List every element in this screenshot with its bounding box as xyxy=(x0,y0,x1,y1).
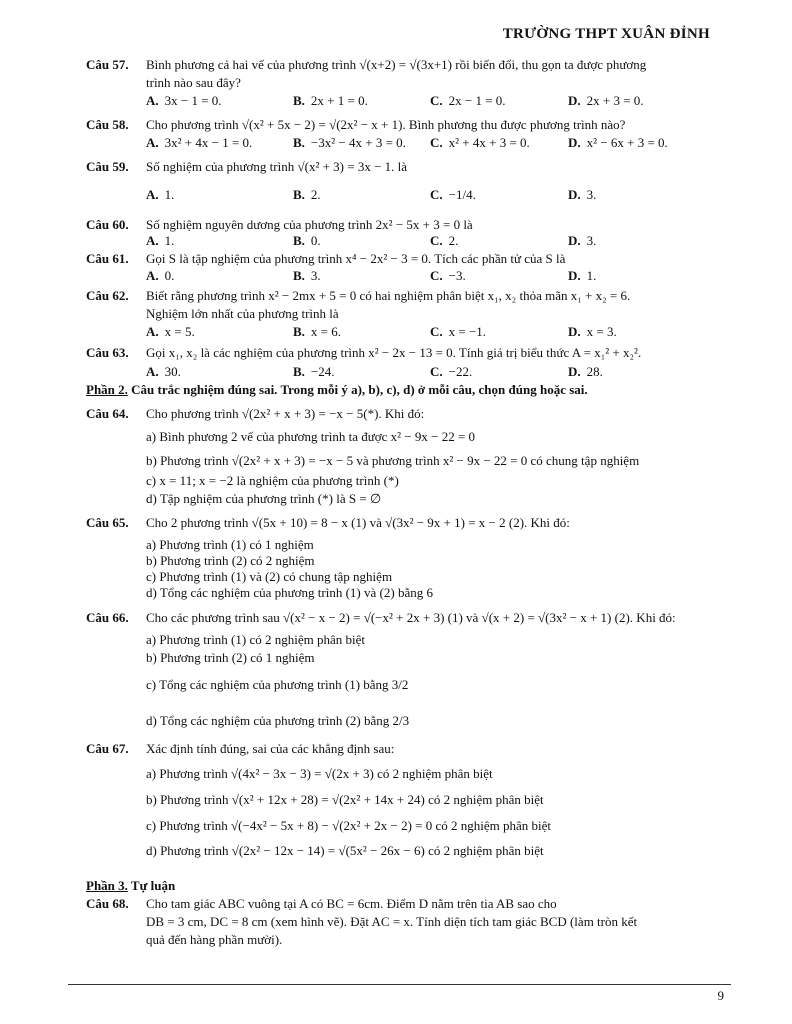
question-59 xyxy=(86,158,726,175)
question-66 xyxy=(86,609,726,626)
question-label: Câu 64. xyxy=(86,406,129,421)
option-b: B. 2x + 1 = 0. xyxy=(293,93,368,108)
question-63 xyxy=(86,344,726,361)
question-text: Cho phương trình √(2x² + x + 3) = −x − 5(*). Khi đó: xyxy=(146,406,425,421)
option-c: C. −3. xyxy=(430,268,466,283)
option-b: B. 3. xyxy=(293,268,321,283)
question-label: Câu 68. xyxy=(86,896,129,911)
question-text: Biết rằng phương trình x² − 2mx + 5 = 0 có hai nghiệm phân biệt x₁, x₂ thỏa mãn x₁ + x₂ = 6. xyxy=(146,288,631,303)
statement-a: a) Phương trình (1) có 2 nghiệm phân biệt xyxy=(146,632,365,647)
question-label: Câu 61. xyxy=(86,251,129,266)
option-a: A. 1. xyxy=(146,187,175,202)
question-label: Câu 57. xyxy=(86,57,129,72)
statement-c: c) Phương trình (1) và (2) có chung tập nghiệm xyxy=(146,569,393,584)
statement-b: b) Phương trình (2) có 1 nghiệm xyxy=(146,650,315,665)
statement-d: d) Tổng các nghiệm của phương trình (2) bằng 2/3 xyxy=(146,713,410,728)
statement-c: c) x = 11; x = −2 là nghiệm của phương trình (*) xyxy=(146,473,399,488)
option-a: A. 3x² + 4x − 1 = 0. xyxy=(146,135,253,150)
school-header: TRƯỜNG THPT XUÂN ĐỈNH xyxy=(502,26,710,42)
question-text: Số nghiệm của phương trình √(x² + 3) = 3x − 1. là xyxy=(146,159,408,174)
statement-d: d) Phương trình √(2x² − 12x − 14) = √(5x² − 26x − 6) có 2 nghiệm phân biệt xyxy=(146,843,544,858)
option-d: D. 3. xyxy=(568,233,597,248)
option-d: D. 28. xyxy=(568,364,603,379)
question-label: Câu 67. xyxy=(86,741,129,756)
option-a: A. 1. xyxy=(146,233,175,248)
question-text: Cho tam giác ABC vuông tại A có BC = 6cm. Điểm D nằm trên tia AB sao cho xyxy=(146,896,557,911)
question-label: Câu 58. xyxy=(86,117,129,132)
statement-b: b) Phương trình √(2x² + x + 3) = −x − 5 và phương trình x² − 9x − 22 = 0 có chung tập nghiệm xyxy=(146,453,640,468)
option-d: D. 1. xyxy=(568,268,597,283)
question-65 xyxy=(86,514,726,531)
question-text-cont: trình nào sau đây? xyxy=(146,75,241,90)
option-b: B. −3x² − 4x + 3 = 0. xyxy=(293,135,406,150)
question-label: Câu 63. xyxy=(86,345,129,360)
question-label: Câu 65. xyxy=(86,515,129,530)
section-heading-part-3: Phần 3. Tự luận xyxy=(86,878,176,893)
statement-c: c) Phương trình √(−4x² − 5x + 8) − √(2x² + 2x − 2) = 0 có 2 nghiệm phân biệt xyxy=(146,818,552,833)
question-68 xyxy=(86,895,726,912)
page-number: 9 xyxy=(717,988,724,1003)
question-text-cont: Nghiệm lớn nhất của phương trình là xyxy=(146,306,339,321)
statement-a: a) Phương trình (1) có 1 nghiệm xyxy=(146,537,314,552)
question-57 xyxy=(86,56,726,73)
question-text: Gọi S là tập nghiệm của phương trình x⁴ − 2x² − 3 = 0. Tích các phần tử của S là xyxy=(146,251,566,266)
option-c: C. 2. xyxy=(430,233,459,248)
question-text: Xác định tính đúng, sai của các khẳng định sau: xyxy=(146,741,395,756)
question-text: Cho phương trình √(x² + 5x − 2) = √(2x² − x + 1). Bình phương thu được phương trình nào? xyxy=(146,117,626,132)
statement-b: b) Phương trình (2) có 2 nghiệm xyxy=(146,553,315,568)
question-text: Cho các phương trình sau √(x² − x − 2) = √(−x² + 2x + 3) (1) và √(x + 2) = √(3x² − x + 1) (2). Khi đó: xyxy=(146,610,676,625)
question-67 xyxy=(86,740,726,757)
footer-divider xyxy=(68,984,731,985)
statement-d: d) Tổng các nghiệm của phương trình (1) và (2) bằng 6 xyxy=(146,585,433,600)
question-text-cont: DB = 3 cm, DC = 8 cm (xem hình vẽ). Đặt AC = x. Tính diện tích tam giác BCD (làm tròn kết xyxy=(146,914,638,929)
option-c: C. −22. xyxy=(430,364,473,379)
option-a: A. 0. xyxy=(146,268,175,283)
option-c: C. −1/4. xyxy=(430,187,476,202)
question-label: Câu 66. xyxy=(86,610,129,625)
section-heading-part-2: Phần 2. Câu trắc nghiệm đúng sai. Trong mỗi ý a), b), c), d) ở mỗi câu, chọn đúng hoặc sai. xyxy=(86,382,588,397)
statement-a: a) Bình phương 2 vế của phương trình ta được x² − 9x − 22 = 0 xyxy=(146,429,476,444)
option-d: D. 2x + 3 = 0. xyxy=(568,93,644,108)
question-text: Cho 2 phương trình √(5x + 10) = 8 − x (1) và √(3x² − 9x + 1) = x − 2 (2). Khi đó: xyxy=(146,515,570,530)
question-60 xyxy=(86,216,726,233)
option-d: D. x² − 6x + 3 = 0. xyxy=(568,135,668,150)
question-58 xyxy=(86,116,726,133)
question-text: Số nghiệm nguyên dương của phương trình 2x² − 5x + 3 = 0 là xyxy=(146,217,473,232)
question-62 xyxy=(86,287,726,304)
question-61 xyxy=(86,250,726,267)
question-label: Câu 62. xyxy=(86,288,129,303)
option-a: A. x = 5. xyxy=(146,324,195,339)
option-c: C. 2x − 1 = 0. xyxy=(430,93,506,108)
option-b: B. −24. xyxy=(293,364,335,379)
question-text: Gọi x₁, x₂ là các nghiệm của phương trình x² − 2x − 13 = 0. Tính giá trị biểu thức A = x₁² + x₂². xyxy=(146,345,642,360)
option-b: B. x = 6. xyxy=(293,324,342,339)
statement-a: a) Phương trình √(4x² − 3x − 3) = √(2x + 3) có 2 nghiệm phân biệt xyxy=(146,766,493,781)
statement-c: c) Tổng các nghiệm của phương trình (1) bằng 3/2 xyxy=(146,677,409,692)
option-b: B. 0. xyxy=(293,233,321,248)
statement-d: d) Tập nghiệm của phương trình (*) là S = ∅ xyxy=(146,491,382,506)
option-a: A. 30. xyxy=(146,364,181,379)
question-64 xyxy=(86,405,726,422)
option-d: D. x = 3. xyxy=(568,324,617,339)
option-c: C. x = −1. xyxy=(430,324,487,339)
option-a: A. 3x − 1 = 0. xyxy=(146,93,222,108)
option-d: D. 3. xyxy=(568,187,597,202)
statement-b: b) Phương trình √(x² + 12x + 28) = √(2x² + 14x + 24) có 2 nghiệm phân biệt xyxy=(146,792,544,807)
question-label: Câu 60. xyxy=(86,217,129,232)
option-b: B. 2. xyxy=(293,187,321,202)
question-text: Bình phương cả hai vế của phương trình √(x+2) = √(3x+1) rồi biến đổi, thu gọn ta được phương xyxy=(146,57,647,72)
question-text-cont: quả đến hàng phần mười). xyxy=(146,932,283,947)
option-c: C. x² + 4x + 3 = 0. xyxy=(430,135,530,150)
question-label: Câu 59. xyxy=(86,159,129,174)
